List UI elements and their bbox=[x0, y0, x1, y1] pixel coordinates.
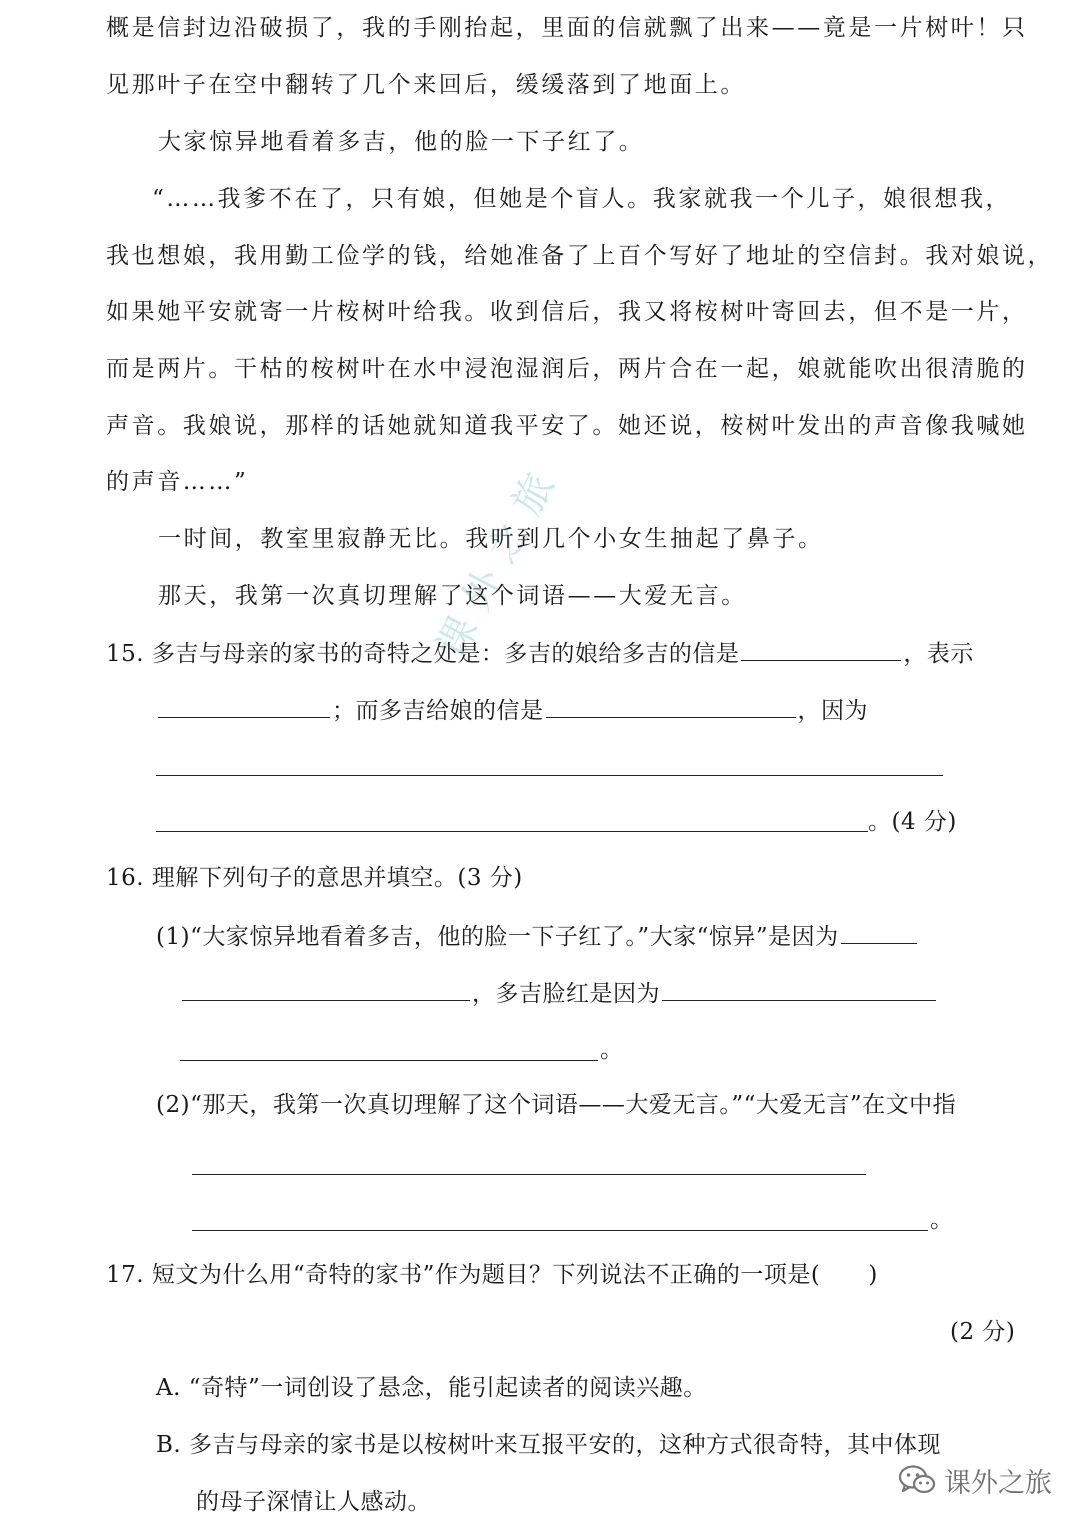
question-text: ，多吉脸红是因为 bbox=[472, 981, 660, 1007]
question-16-part-2: (2)“那天，我第一次真切理解了这个词语——大爱无言。”“大爱无言”在文中指 bbox=[156, 1092, 957, 1118]
logo-text: 课外之旅 bbox=[944, 1467, 1052, 1499]
answer-blank[interactable] bbox=[158, 693, 330, 718]
answer-blank[interactable] bbox=[546, 693, 796, 718]
passage-line: 的声音……” bbox=[106, 469, 249, 495]
passage-line: 我也想娘，我用勤工俭学的钱，给她准备了上百个写好了地址的空信封。我对娘说， bbox=[106, 243, 1054, 269]
answer-line[interactable] bbox=[156, 831, 868, 832]
question-text: ，表示 bbox=[903, 641, 974, 667]
option-b-continued: 的母子深情让人感动。 bbox=[196, 1489, 431, 1515]
question-16-part-1-line-2 bbox=[180, 976, 938, 1008]
question-score: (2 分) bbox=[950, 1319, 1016, 1345]
watermark: 课外之旅 bbox=[427, 453, 570, 666]
passage-line: 而是两片。干枯的桉树叶在水中浸泡湿润后，两片合在一起，娘就能吹出很清脆的 bbox=[106, 356, 1028, 382]
passage-line: 一时间，教室里寂静无比。我听到几个小女生抽起了鼻子。 bbox=[158, 526, 824, 552]
answer-line[interactable] bbox=[192, 1230, 928, 1231]
passage-line: 大家惊异地看着多吉，他的脸一下子红了。 bbox=[158, 129, 645, 155]
answer-line[interactable] bbox=[192, 1174, 866, 1175]
option-b: B. 多吉与母亲的家书是以桉树叶来互报平安的，这种方式很奇特，其中体现 bbox=[156, 1432, 942, 1458]
question-text: ) bbox=[868, 1262, 878, 1288]
passage-line: 如果她平安就寄一片桉树叶给我。收到信后，我又将桉树叶寄回去，但不是一片， bbox=[106, 299, 1028, 325]
answer-blank[interactable] bbox=[841, 919, 917, 944]
passage-line: 见那叶子在空中翻转了几个来回后，缓缓落到了地面上。 bbox=[106, 72, 746, 98]
question-text: 17. 短文为什么用“奇特的家书”作为题目？下列说法不正确的一项是( bbox=[106, 1262, 821, 1288]
question-16: 16. 理解下列句子的意思并填空。(3 分) bbox=[106, 865, 523, 891]
question-15 bbox=[106, 636, 974, 668]
question-17 bbox=[106, 1259, 878, 1291]
answer-line[interactable] bbox=[180, 1060, 598, 1061]
question-text: ；而多吉给娘的信是 bbox=[332, 698, 544, 724]
passage-line: 那天，我第一次真切理解了这个词语——大爱无言。 bbox=[158, 583, 747, 609]
passage-line: “……我爹不在了，只有娘，但她是个盲人。我家就我一个儿子，娘很想我， bbox=[152, 186, 1012, 212]
punctuation: 。 bbox=[600, 1037, 624, 1063]
question-text: ，因为 bbox=[797, 698, 868, 724]
passage-line: 概是信封边沿破损了，我的手刚抬起，里面的信就飘了出来——竟是一片树叶！只 bbox=[106, 15, 1028, 41]
question-16-part-1 bbox=[156, 919, 919, 951]
passage-line: 声音。我娘说，那样的话她就知道我平安了。她还说，桉树叶发出的声音像我喊她 bbox=[106, 413, 1028, 439]
option-a: A. “奇特”一词创设了悬念，能引起读者的阅读兴趣。 bbox=[156, 1375, 707, 1401]
answer-blank[interactable] bbox=[182, 976, 470, 1001]
punctuation: 。 bbox=[930, 1207, 954, 1233]
source-logo bbox=[898, 1460, 1052, 1500]
question-text: 15. 多吉与母亲的家书的奇特之处是：多吉的娘给多吉的信是 bbox=[106, 641, 740, 667]
answer-blank[interactable] bbox=[741, 636, 901, 661]
question-score: 。(4 分) bbox=[868, 809, 957, 835]
question-text: (1)“大家惊异地看着多吉，他的脸一下子红了。”大家“惊异”是因为 bbox=[156, 924, 839, 950]
wechat-icon bbox=[898, 1464, 936, 1496]
question-15-line-2 bbox=[156, 693, 868, 725]
answer-line[interactable] bbox=[156, 775, 943, 776]
answer-blank[interactable] bbox=[662, 976, 936, 1001]
